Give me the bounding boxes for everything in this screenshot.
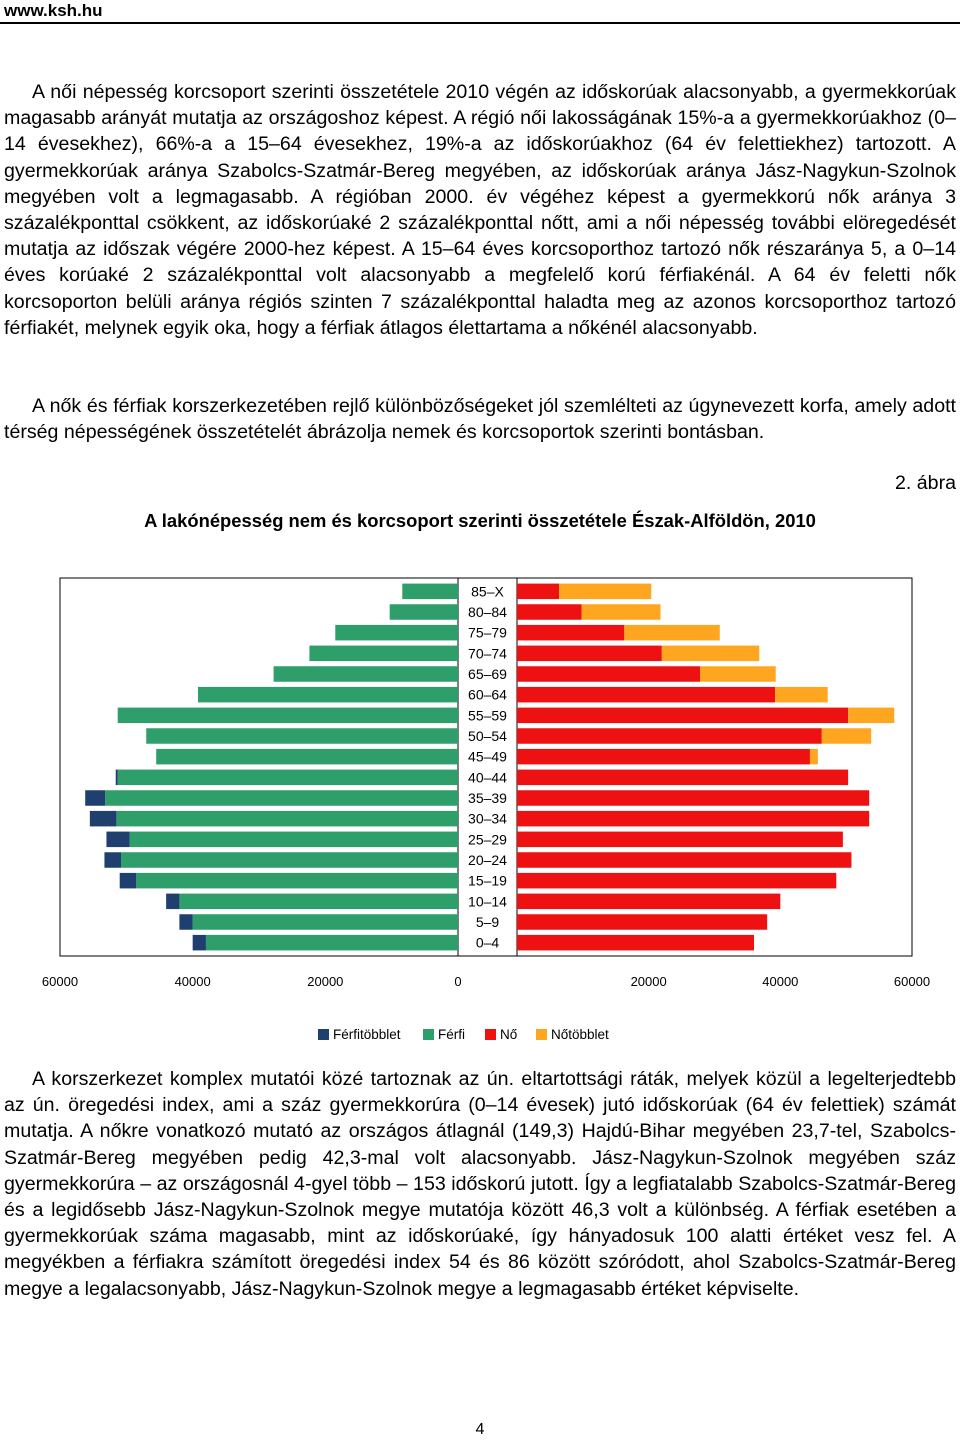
age-label: 85–X [471, 583, 504, 600]
bar-ferfi [206, 935, 458, 951]
x-tick-label: 20000 [630, 974, 667, 989]
paragraph-1 [4, 79, 956, 341]
x-tick-label: 40000 [174, 974, 211, 989]
age-label: 70–74 [468, 645, 507, 662]
population-pyramid-chart [0, 560, 960, 1060]
legend-label: Nőtöbblet [551, 1027, 609, 1042]
bar-notobblet [775, 687, 828, 702]
paragraph-2-text: A nők és férfiak korszerkezetében rejlő különbözőségeket jól szemlélteti az úgynevezett korfa, amely adott térség népességének összetételét ábrázolja nemek és korcsoportok szerinti bontásban. [4, 395, 956, 444]
bar-notobblet [559, 584, 651, 600]
bar-no [517, 790, 869, 806]
bar-no [517, 914, 767, 930]
bar-no [517, 832, 843, 848]
bar-ferfitobblet [85, 790, 105, 806]
legend-label: Nő [500, 1027, 518, 1042]
bar-ferfi [274, 666, 458, 682]
bar-no [517, 625, 624, 641]
bar-ferfi [193, 914, 458, 930]
bar-no [517, 604, 582, 620]
bar-no [517, 687, 775, 702]
age-label: 15–19 [468, 872, 507, 889]
x-tick-label: 0 [454, 974, 462, 989]
bar-ferfitobblet [106, 832, 129, 848]
bar-ferfi [118, 770, 458, 786]
age-label: 0–4 [475, 934, 500, 951]
legend-swatch [536, 1029, 547, 1040]
figure-number: 2. ábra [894, 472, 956, 494]
bar-ferfi [156, 749, 458, 765]
bar-notobblet [810, 749, 818, 765]
bar-no [517, 935, 754, 951]
age-label: 50–54 [468, 728, 507, 744]
legend-label: Férfi [438, 1027, 465, 1042]
paragraph-3 [4, 1066, 956, 1302]
age-label: 60–64 [468, 686, 507, 703]
bar-ferfi [121, 852, 458, 868]
site-url[interactable]: www.ksh.hu [4, 1, 103, 20]
bar-ferfi [335, 625, 458, 641]
legend-label: Férfitöbblet [333, 1027, 401, 1042]
figure-title: A lakónépesség nem és korcsoport szerinti összetétele Észak-Alföldön, 2010 [144, 510, 816, 531]
x-tick-label: 40000 [762, 974, 799, 989]
bar-notobblet [662, 646, 759, 662]
age-label: 65–69 [468, 666, 507, 682]
bar-no [517, 708, 848, 724]
bar-ferfi [118, 708, 458, 724]
bar-no [517, 873, 836, 889]
x-tick-label: 60000 [893, 974, 931, 989]
bar-ferfi [105, 790, 458, 806]
paragraph-1-text: A női népesség korcsoport szerinti összetétele 2010 végén az időskorúak alacsonyabb, a gyermekkorúak magasabb arányát mutatja az országoshoz képest. A régió női lakosságának 15%-a a gyermekkorúakhoz (0–14 évesekhez), 66%-a a 15–64 évesekhez, 19%-a az időskorúakhoz (64 év felettiekhez) tartozott. A gyermekkorúak aránya Szabolcs-Szatmár-Bereg megyében, az időskorúak aránya Jász-Nagykun-Szolnok megyében volt a legmagasabb. A régióban 2000. év végéhez képest a gyermekkorú nők aránya 3 százalékponttal csökkent, az időskorúaké 2 százalékponttal nőtt, ami a női népesség további elöregedését mutatja az időszak végére 2000-hez képest. A 15–64 éves korcsoporthoz tartozó nők részaránya 5, a 0–14 éves korúaké 2 százalékponttal volt alacsonyabb a megfelelő korú férfiakénál. A 64 év feletti nők korcsoporton belüli aránya régiós szinten 7 százalékponttal haladta meg az azonos korcsoporthoz tartozó férfiakét, melynek egyik oka, hogy a férfiak átlagos élettartama a nőkénél alacsonyabb. [4, 81, 956, 339]
bar-ferfi [309, 646, 458, 662]
legend-swatch [318, 1029, 329, 1040]
bar-ferfi [198, 687, 458, 702]
bar-ferfi [390, 604, 458, 620]
bar-ferfitobblet [166, 894, 179, 910]
bar-notobblet [700, 666, 776, 682]
bar-ferfi [402, 584, 458, 600]
bar-ferfitobblet [90, 811, 117, 827]
age-label: 5–9 [475, 914, 500, 930]
page-number: 4 [475, 1421, 485, 1438]
paragraph-3-text: A korszerkezet komplex mutatói közé tartoznak az ún. eltartottsági ráták, melyek közül a legelterjedtebb az ún. öregedési index, ami a száz gyermekkorúra (0–14 évesek) jutó időskorúak (64 év felettiek) számát mutatja. A nőkre vonatkozó mutató az országos átlagnál (149,3) Hajdú-Bihar megyében 23,7-tel, Szabolcs-Szatmár-Bereg megyében pedig 42,3-mal volt alacsonyabb. Jász-Nagykun-Szolnok megyében száz gyermekkorúra – az országosnál 4-gyel több – 153 időskorú jutott. Így a legfiatalabb Szabolcs-Szatmár-Bereg és a legidősebb Jász-Nagykun-Szolnok megye mutatója között 46,3 volt a különbség. A férfiak esetében a gyermekkorúak száma magasabb, mint az időskorúaké, így hányadosuk 100 alatti értéket vesz fel. A megyékben a férfiakra számított öregedési index 54 és 86 között szóródott, ahol Szabolcs-Szatmár-Bereg megye a legalacsonyabb, Jász-Nagykun-Szolnok megye a legmagasabb értéket képviselte. [4, 1068, 956, 1300]
bar-notobblet [582, 604, 661, 620]
bar-ferfitobblet [104, 852, 121, 868]
bar-notobblet [822, 728, 871, 744]
age-label: 45–49 [468, 748, 507, 765]
age-label: 55–59 [468, 707, 507, 724]
age-label: 35–39 [468, 790, 507, 806]
bar-no [517, 770, 848, 786]
age-label: 75–79 [468, 624, 507, 641]
age-label: 10–14 [468, 893, 507, 910]
age-label: 40–44 [468, 769, 507, 786]
bar-notobblet [624, 625, 719, 641]
bar-ferfi [116, 811, 458, 827]
age-label: 80–84 [468, 604, 507, 620]
bar-notobblet [848, 708, 894, 724]
bar-ferfitobblet [193, 935, 206, 951]
x-tick-label: 60000 [41, 974, 79, 989]
paragraph-2 [4, 393, 956, 445]
age-label: 20–24 [468, 852, 507, 868]
age-label: 30–34 [468, 810, 507, 827]
bar-ferfi [136, 873, 458, 889]
bar-no [517, 852, 851, 868]
chart-svg [0, 560, 960, 1060]
bar-ferfitobblet [116, 770, 118, 786]
age-label: 25–29 [468, 831, 507, 848]
legend-swatch [485, 1029, 496, 1040]
bar-no [517, 749, 810, 765]
bar-no [517, 646, 662, 662]
x-tick-label: 20000 [307, 974, 344, 989]
bar-no [517, 811, 869, 827]
bar-ferfi [130, 832, 458, 848]
bar-ferfi [179, 894, 458, 910]
bar-ferfitobblet [120, 873, 137, 889]
bar-no [517, 728, 822, 744]
bar-no [517, 584, 559, 600]
legend-swatch [423, 1029, 434, 1040]
bar-ferfitobblet [179, 914, 192, 930]
bar-ferfi [146, 728, 458, 744]
bar-no [517, 894, 780, 910]
bar-no [517, 666, 700, 682]
page-header [0, 0, 960, 24]
